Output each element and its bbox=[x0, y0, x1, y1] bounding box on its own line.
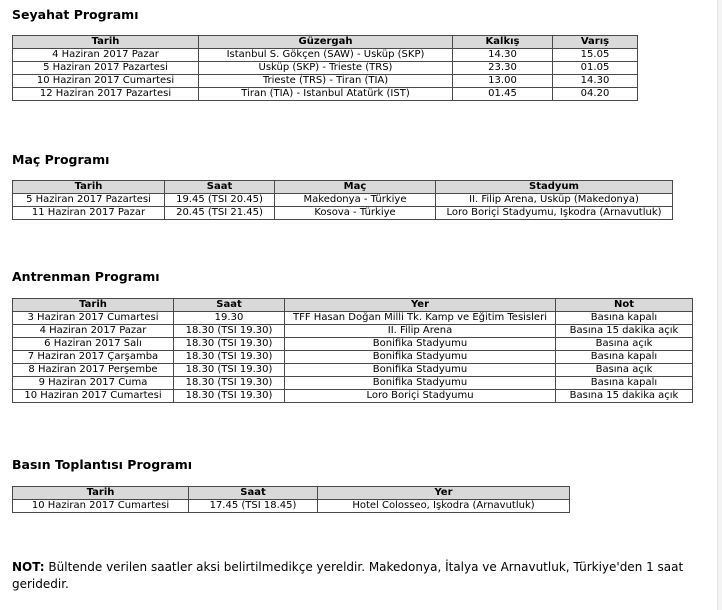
travel-col-arrival: Varış bbox=[553, 36, 638, 49]
table-row bbox=[13, 194, 673, 207]
matches-stadium-cell: II. Filip Arena, Üsküp (Makedonya) bbox=[436, 194, 673, 207]
training-date-cell: 8 Haziran 2017 Perşembe bbox=[13, 364, 174, 377]
matches-col-stadium: Stadyum bbox=[436, 181, 673, 194]
training-venue-cell: Bonifika Stadyumu bbox=[285, 364, 556, 377]
table-row bbox=[13, 88, 638, 101]
travel-arrival-cell: 15.05 bbox=[553, 49, 638, 62]
matches-header-row bbox=[13, 181, 673, 194]
table-row bbox=[13, 75, 638, 88]
matches-date-cell: 5 Haziran 2017 Pazartesi bbox=[13, 194, 165, 207]
press-col-time: Saat bbox=[189, 487, 318, 500]
training-venue-cell: Bonifika Stadyumu bbox=[285, 351, 556, 364]
training-header-row bbox=[13, 299, 693, 312]
press-header-row bbox=[13, 487, 570, 500]
training-venue-cell: Bonifika Stadyumu bbox=[285, 377, 556, 390]
training-note-cell: Basına kapalı bbox=[556, 351, 693, 364]
matches-match-cell: Makedonya - Türkiye bbox=[275, 194, 436, 207]
matches-section-title: Maç Programı bbox=[12, 152, 110, 167]
travel-header-row bbox=[13, 36, 638, 49]
travel-route-cell: İstanbul S. Gökçen (SAW) - Üsküp (SKP) bbox=[199, 49, 453, 62]
table-row bbox=[13, 338, 693, 351]
travel-date-cell: 10 Haziran 2017 Cumartesi bbox=[13, 75, 199, 88]
travel-table bbox=[12, 35, 638, 101]
training-col-time: Saat bbox=[174, 299, 285, 312]
matches-match-cell: Kosova - Türkiye bbox=[275, 207, 436, 220]
training-time-cell: 19.30 bbox=[174, 312, 285, 325]
training-note-cell: Basına 15 dakika açık bbox=[556, 390, 693, 403]
travel-col-date: Tarih bbox=[13, 36, 199, 49]
footnote bbox=[12, 559, 692, 593]
travel-section-title: Seyahat Programı bbox=[12, 7, 139, 22]
training-col-venue: Yer bbox=[285, 299, 556, 312]
table-row bbox=[13, 351, 693, 364]
training-time-cell: 18.30 (TSİ 19.30) bbox=[174, 390, 285, 403]
table-row bbox=[13, 500, 570, 513]
press-col-date: Tarih bbox=[13, 487, 189, 500]
table-row bbox=[13, 377, 693, 390]
training-time-cell: 18.30 (TSİ 19.30) bbox=[174, 351, 285, 364]
training-date-cell: 4 Haziran 2017 Pazar bbox=[13, 325, 174, 338]
table-row bbox=[13, 49, 638, 62]
training-note-cell: Basına açık bbox=[556, 338, 693, 351]
travel-route-cell: Tiran (TIA) - İstanbul Atatürk (IST) bbox=[199, 88, 453, 101]
press-table bbox=[12, 486, 570, 513]
training-date-cell: 10 Haziran 2017 Cumartesi bbox=[13, 390, 174, 403]
matches-date-cell: 11 Haziran 2017 Pazar bbox=[13, 207, 165, 220]
training-venue-cell: TFF Hasan Doğan Milli Tk. Kamp ve Eğitim Tesisleri bbox=[285, 312, 556, 325]
footnote-text: Bültende verilen saatler aksi belirtilmedikçe yereldir. Makedonya, İtalya ve Arnavutluk, Türkiye'den 1 saat geridedir. bbox=[12, 560, 684, 591]
table-row bbox=[13, 325, 693, 338]
training-date-cell: 7 Haziran 2017 Çarşamba bbox=[13, 351, 174, 364]
training-venue-cell: Loro Boriçi Stadyumu bbox=[285, 390, 556, 403]
training-date-cell: 6 Haziran 2017 Salı bbox=[13, 338, 174, 351]
matches-time-cell: 19.45 (TSİ 20.45) bbox=[165, 194, 275, 207]
travel-date-cell: 12 Haziran 2017 Pazartesi bbox=[13, 88, 199, 101]
travel-route-cell: Üsküp (SKP) - Trieste (TRS) bbox=[199, 62, 453, 75]
press-time-cell: 17.45 (TSİ 18.45) bbox=[189, 500, 318, 513]
press-section-title: Basın Toplantısı Programı bbox=[12, 457, 193, 472]
travel-departure-cell: 14.30 bbox=[453, 49, 553, 62]
travel-departure-cell: 23.30 bbox=[453, 62, 553, 75]
travel-date-cell: 5 Haziran 2017 Pazartesi bbox=[13, 62, 199, 75]
training-note-cell: Basına kapalı bbox=[556, 377, 693, 390]
training-section-title: Antrenman Programı bbox=[12, 269, 160, 284]
training-time-cell: 18.30 (TSİ 19.30) bbox=[174, 364, 285, 377]
matches-col-time: Saat bbox=[165, 181, 275, 194]
training-col-note: Not bbox=[556, 299, 693, 312]
table-row bbox=[13, 390, 693, 403]
training-venue-cell: Bonifika Stadyumu bbox=[285, 338, 556, 351]
table-row bbox=[13, 312, 693, 325]
matches-stadium-cell: Loro Boriçi Stadyumu, İşkodra (Arnavutluk) bbox=[436, 207, 673, 220]
travel-arrival-cell: 14.30 bbox=[553, 75, 638, 88]
table-row bbox=[13, 207, 673, 220]
training-note-cell: Basına kapalı bbox=[556, 312, 693, 325]
training-time-cell: 18.30 (TSİ 19.30) bbox=[174, 377, 285, 390]
press-date-cell: 10 Haziran 2017 Cumartesi bbox=[13, 500, 189, 513]
page-edge bbox=[717, 0, 722, 610]
training-col-date: Tarih bbox=[13, 299, 174, 312]
matches-col-date: Tarih bbox=[13, 181, 165, 194]
travel-departure-cell: 01.45 bbox=[453, 88, 553, 101]
travel-route-cell: Trieste (TRS) - Tiran (TIA) bbox=[199, 75, 453, 88]
press-venue-cell: Hotel Colosseo, İşkodra (Arnavutluk) bbox=[318, 500, 570, 513]
training-date-cell: 9 Haziran 2017 Cuma bbox=[13, 377, 174, 390]
training-note-cell: Basına açık bbox=[556, 364, 693, 377]
training-table bbox=[12, 298, 693, 403]
travel-col-route: Güzergah bbox=[199, 36, 453, 49]
training-venue-cell: II. Filip Arena bbox=[285, 325, 556, 338]
table-row bbox=[13, 62, 638, 75]
training-time-cell: 18.30 (TSİ 19.30) bbox=[174, 338, 285, 351]
travel-col-departure: Kalkış bbox=[453, 36, 553, 49]
matches-time-cell: 20.45 (TSİ 21.45) bbox=[165, 207, 275, 220]
footnote-label: NOT: bbox=[12, 560, 45, 574]
travel-arrival-cell: 01.05 bbox=[553, 62, 638, 75]
travel-departure-cell: 13.00 bbox=[453, 75, 553, 88]
press-col-venue: Yer bbox=[318, 487, 570, 500]
training-date-cell: 3 Haziran 2017 Cumartesi bbox=[13, 312, 174, 325]
matches-col-match: Maç bbox=[275, 181, 436, 194]
training-time-cell: 18.30 (TSİ 19.30) bbox=[174, 325, 285, 338]
table-row bbox=[13, 364, 693, 377]
travel-date-cell: 4 Haziran 2017 Pazar bbox=[13, 49, 199, 62]
matches-table bbox=[12, 180, 673, 220]
training-note-cell: Basına 15 dakika açık bbox=[556, 325, 693, 338]
travel-arrival-cell: 04.20 bbox=[553, 88, 638, 101]
